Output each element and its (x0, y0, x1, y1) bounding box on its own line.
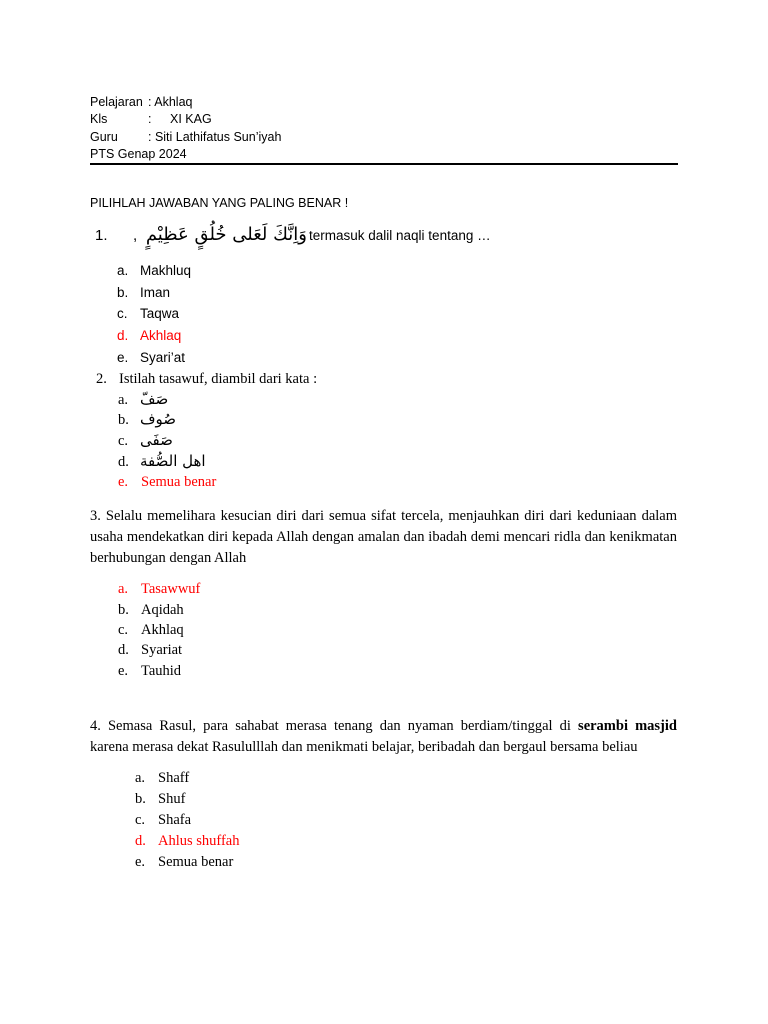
question-text: 3. Selalu memelihara kesucian diri dari semua sifat tercela, menjauhkan diri dari keduniaan dalam usaha mendekatkan diri kepada Allah dengan amalan dan ibadah demi mencari ridla dan kenikmatan berhubungan dengan Allah (90, 508, 677, 566)
option-text: Semua benar (158, 854, 234, 870)
option-text-answer: Semua benar (141, 474, 217, 490)
option-text: Shuf (158, 791, 186, 807)
option-letter-answer: e. (118, 474, 129, 490)
option-letter: c. (118, 433, 129, 449)
class-label: Kls (90, 112, 108, 126)
option-letter-answer: d. (135, 833, 146, 849)
option-text: Makhluq (140, 263, 192, 278)
question-emphasis: serambi masjid (578, 718, 677, 734)
option-text-answer: Akhlaq (140, 328, 182, 343)
question-text-part: 4. Semasa Rasul, para sahabat merasa tenang dan nyaman berdiam/tinggal di (90, 718, 579, 734)
option-arabic-word: صُوف (140, 410, 177, 428)
option-text-answer: Ahlus shuffah (158, 833, 240, 849)
question-number: 2. (96, 371, 107, 387)
option-text: Iman (140, 285, 171, 300)
option-letter: b. (118, 412, 129, 428)
option-letter: b. (135, 791, 146, 807)
option-letter: a. (117, 263, 129, 278)
option-text: Syariat (141, 642, 183, 658)
option-letter: e. (135, 854, 146, 870)
teacher-value: : Siti Lathifatus Sun’iyah (148, 130, 282, 144)
option-letter: a. (118, 392, 129, 408)
option-text-arabic (140, 452, 260, 470)
option-letter: d. (118, 454, 129, 470)
option-letter: a. (135, 770, 146, 786)
option-letter: d. (118, 642, 129, 658)
option-arabic-word: صَفّ (140, 390, 169, 408)
option-text: Aqidah (141, 602, 184, 618)
subject-value: : Akhlaq (148, 95, 193, 109)
teacher-label: Guru (90, 130, 118, 144)
option-text-arabic (140, 410, 220, 428)
option-text: Shaff (158, 770, 190, 786)
instruction: PILIHLAH JAWABAN YANG PALING BENAR ! (90, 196, 349, 210)
question-text: Istilah tasawuf, diambil dari kata : (119, 371, 318, 387)
question-text: termasuk dalil naqli tentang … (309, 228, 491, 243)
question-number: 1. (95, 227, 108, 244)
option-text: Taqwa (140, 306, 180, 321)
option-letter: c. (118, 622, 129, 638)
option-letter-answer: d. (117, 328, 129, 343)
subject-label: Pelajaran (90, 95, 143, 109)
option-text: Akhlaq (141, 622, 184, 638)
exam-title: PTS Genap 2024 (90, 147, 187, 161)
header-divider (90, 163, 678, 165)
option-letter: b. (117, 285, 129, 300)
option-letter: c. (117, 306, 128, 321)
option-letter: b. (118, 602, 129, 618)
class-value: XI KAG (170, 112, 212, 126)
class-colon: : (148, 112, 152, 126)
option-text: Tauhid (141, 663, 182, 679)
option-text-arabic (140, 390, 220, 408)
option-letter: e. (118, 663, 129, 679)
option-text-answer: Tasawwuf (141, 581, 201, 597)
option-arabic-word: صَفَى (140, 431, 173, 449)
option-letter-answer: a. (118, 581, 129, 597)
quran-verse: وَاِنَّكَ لَعَلى خُلُقٍ عَظِيْمٍ (145, 224, 307, 245)
question-comma: , (133, 227, 138, 244)
option-letter: e. (117, 350, 129, 365)
option-text: Shafa (158, 812, 192, 828)
option-text-arabic (140, 431, 220, 449)
option-letter: c. (135, 812, 146, 828)
question-text (90, 716, 677, 758)
option-arabic-word: اهل الصُّفة (140, 452, 206, 470)
question-text-part: karena merasa dekat Rasululllah dan menikmati belajar, beribadah dan bergaul bersama beliau (90, 739, 638, 755)
option-text: Syari’at (140, 350, 186, 365)
